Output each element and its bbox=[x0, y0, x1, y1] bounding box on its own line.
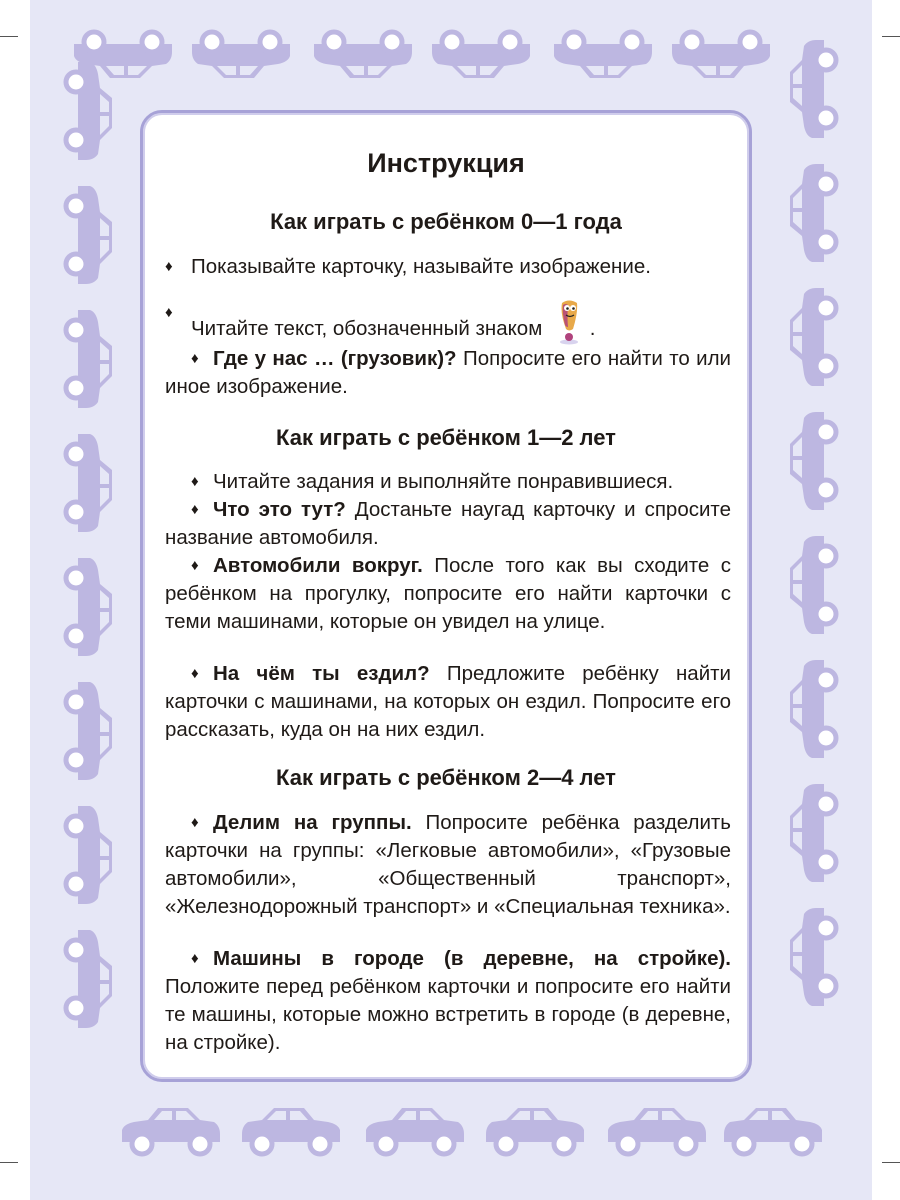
bullet-icon: ♦ bbox=[191, 501, 199, 518]
crop-mark bbox=[0, 1162, 18, 1163]
page-title: Инструкция bbox=[367, 148, 525, 178]
car-icon bbox=[66, 682, 112, 780]
list-item: ♦ Показывайте карточку, называйте изображение. bbox=[191, 253, 731, 281]
crop-mark bbox=[0, 36, 18, 37]
car-icon bbox=[790, 908, 836, 1006]
bullet-icon: ♦ bbox=[165, 258, 173, 275]
car-icon bbox=[790, 536, 836, 634]
car-icon bbox=[66, 434, 112, 532]
car-icon bbox=[242, 1108, 340, 1154]
car-icon bbox=[790, 40, 836, 138]
car-icon bbox=[66, 930, 112, 1028]
car-icon bbox=[790, 660, 836, 758]
car-icon bbox=[66, 806, 112, 904]
car-icon bbox=[790, 164, 836, 262]
list-item: ♦ Машины в городе (в деревне, на стройке). Положите перед ребёнком карточки и попросите его найти те машины, которые можно встретить в городе (в деревне, на стройке). bbox=[165, 947, 731, 1054]
list-item: ♦ Где у нас … (грузовик)? Попросите его найти то или иное изображение. bbox=[165, 347, 732, 398]
car-icon bbox=[554, 32, 652, 78]
list-item: ♦ Автомобили вокруг. После того как вы сходите с ребёнком на прогулку, попросите его найти карточки с теми машинами, которые он увидел на улице. bbox=[165, 554, 731, 633]
bullet-icon: ♦ bbox=[191, 473, 199, 490]
bullet-icon: ♦ bbox=[191, 665, 199, 682]
instruction-card bbox=[140, 110, 752, 1082]
car-icon bbox=[192, 32, 290, 78]
car-icon bbox=[122, 1108, 220, 1154]
car-icon bbox=[790, 784, 836, 882]
instruction-page bbox=[30, 0, 872, 1200]
car-icon bbox=[486, 1108, 584, 1154]
section-heading-1-2: Как играть с ребёнком 1—2 лет bbox=[276, 425, 616, 450]
list-item: ♦ На чём ты ездил? Предложите ребёнку найти карточки с машинами, на которых он ездил. Попросите его рассказать, куда он на них ездил. bbox=[165, 662, 731, 741]
car-icon bbox=[790, 412, 836, 510]
list-item: ♦ Читайте текст, обозначенный знаком . bbox=[191, 299, 731, 345]
car-icon bbox=[724, 1108, 822, 1154]
bullet-icon: ♦ bbox=[191, 350, 199, 367]
car-icon bbox=[790, 288, 836, 386]
car-icon bbox=[66, 62, 112, 160]
bullet-icon: ♦ bbox=[191, 950, 199, 967]
car-icon bbox=[66, 310, 112, 408]
list-item: ♦ Делим на группы. Попросите ребёнка разделить карточки на группы: «Легковые автомобили», «Грузовые автомобили», «Общественный транспорт», «Железнодорожный транспорт» и «Специальная техника». bbox=[165, 811, 731, 918]
section-heading-2-4: Как играть с ребёнком 2—4 лет bbox=[276, 765, 616, 790]
car-icon bbox=[314, 32, 412, 78]
crop-mark bbox=[882, 1162, 900, 1163]
bullet-icon: ♦ bbox=[191, 557, 199, 574]
list-item: ♦ Что это тут? Достаньте наугад карточку и спросите название автомобиля. bbox=[165, 498, 731, 549]
car-icon bbox=[366, 1108, 464, 1154]
list-item: ♦ Читайте задания и выполняйте понравившиеся. bbox=[165, 468, 731, 496]
car-icon bbox=[608, 1108, 706, 1154]
section-heading-0-1: Как играть с ребёнком 0—1 года bbox=[270, 209, 622, 234]
car-icon bbox=[672, 32, 770, 78]
bullet-icon: ♦ bbox=[191, 814, 199, 831]
crop-mark bbox=[882, 36, 900, 37]
car-icon bbox=[432, 32, 530, 78]
bullet-icon: ♦ bbox=[165, 304, 173, 321]
car-icon bbox=[66, 186, 112, 284]
car-icon bbox=[66, 558, 112, 656]
exclamation-character-icon bbox=[554, 299, 584, 345]
